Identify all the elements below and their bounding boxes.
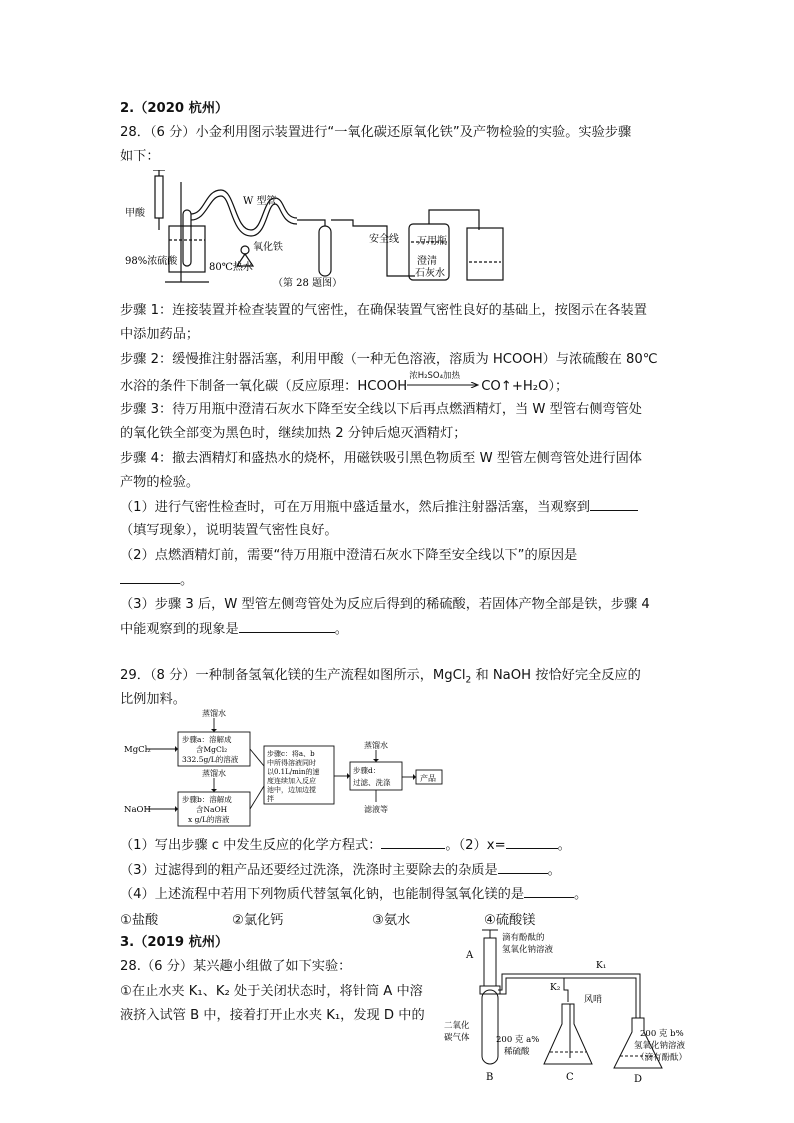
option-1: ①盐酸 [120, 913, 159, 928]
label-safety-line: 安全线 [369, 234, 399, 245]
q28-part2-line1: （2）点燃酒精灯前，需要“待万用瓶中澄清石灰水下降至安全线以下”的原因是 [120, 548, 578, 563]
flow-filtrate: 滤液等 [364, 805, 388, 814]
step1-line2: 中添加药品； [120, 327, 200, 342]
q29-part2-text: 。（2）x= [445, 838, 506, 853]
step1-line1: 步骤 1：连接装置并检查装置的气密性，在确保装置气密性良好的基础上，按图示在各装置 [120, 303, 647, 318]
label-universal-bottle: 万用瓶 [417, 236, 447, 247]
q28-intro-line1: 28．（6 分）小金利用图示装置进行“一氧化碳还原氧化铁”及产物检验的实验。实验步骤 [120, 125, 632, 140]
flow-mgcl2: MgCl₂ [124, 745, 151, 755]
section-heading-2: 2.（2020 杭州） [120, 101, 229, 116]
q29-intro-line1 [120, 667, 641, 690]
flow-step-b-1: 步骤b：溶解成 [182, 795, 232, 804]
label-K1: K₁ [596, 961, 607, 971]
label-hot-water: 80℃热水 [209, 262, 253, 273]
step4-line2: 产物的检验。 [120, 475, 200, 490]
q29-part4-text: （4）上述流程中若用下列物质代替氢氧化钠，也能制得氢氧化镁的是 [120, 887, 525, 902]
flow-step-a-2: 含MgCl₂ [196, 745, 228, 754]
q28-2019-line1: 28.（6 分）某兴趣小组做了如下实验： [120, 959, 352, 974]
q29-part4-end: 。 [574, 887, 588, 902]
label-d-mass: 200 克 b% [640, 1029, 684, 1039]
label-c-mass: 200 克 a% [496, 1035, 540, 1045]
answer-blank-3[interactable] [239, 620, 335, 633]
label-formic-acid: 甲酸 [125, 208, 145, 219]
label-C: C [566, 1072, 574, 1083]
q28-part3-line1: （3）步骤 3 后，W 型管左侧弯管处为反应后得到的稀硫酸，若固体产物全部是铁，步骤 4 [120, 597, 650, 612]
label-reagent-2: 氢氧化钠溶液 [502, 945, 554, 955]
q28-part1-text: （1）进行气密性检查时，可在万用瓶中盛适量水，然后推注射器活塞，当观察到 [120, 500, 590, 515]
flow-step-d-2: 过滤、洗涤 [353, 778, 391, 787]
production-flowchart [124, 706, 444, 830]
q29-part1-text: （1）写出步骤 c 中发生反应的化学方程式： [120, 838, 382, 853]
label-B: B [486, 1072, 494, 1083]
flow-water-1: 蒸馏水 [202, 709, 226, 718]
flow-step-c-3: 以0.1L/min的速 [267, 768, 320, 776]
step4-line1: 步骤 4：撤去酒精灯和盛热水的烧杯，用磁铁吸引黑色物质至 W 型管左侧弯管处进行固体 [120, 451, 642, 466]
answer-blank-1[interactable] [590, 498, 638, 511]
label-K2: K₂ [550, 983, 561, 993]
reaction-arrow [407, 371, 481, 390]
flow-step-c-1: 步骤c：将a、b [267, 750, 315, 758]
label-clear: 澄清 [417, 256, 437, 267]
q29-part3-end: 。 [547, 863, 561, 878]
q28-2019-line2: ①在止水夹 K₁、K₂ 处于关闭状态时，将针筒 A 中溶 [120, 984, 423, 999]
flow-step-c-6: 拌 [267, 795, 274, 803]
flow-step-b-2: 含NaOH [196, 805, 228, 814]
flow-step-b-3: x g/L的溶液 [188, 815, 230, 824]
label-c-acid: 稀硫酸 [504, 1047, 530, 1057]
label-reagent-1: 滴有酚酞的 [502, 933, 545, 943]
label-co2-1: 二氧化 [444, 1021, 470, 1031]
q28-part2-end: 。 [180, 573, 194, 588]
label-limewater: 石灰水 [415, 268, 445, 279]
label-whistle: 风哨 [584, 995, 603, 1005]
flow-water-3: 蒸馏水 [364, 741, 388, 750]
answer-blank-4[interactable] [381, 836, 445, 849]
q29-part1-line [120, 836, 571, 855]
q28-part1-line1 [120, 498, 638, 517]
q29-intro-pre: 29．（8 分）一种制备氢氧化镁的生产流程如图所示，MgCl [120, 668, 466, 683]
q28-part3-text: 中能观察到的现象是 [120, 622, 239, 637]
label-conc-sulfuric: 98%浓硫酸 [125, 256, 178, 267]
q28-2019-line3: 液挤入试管 B 中，接着打开止水夹 K₁，发现 D 中的 [120, 1008, 425, 1023]
option-3: ③氨水 [372, 913, 411, 928]
flow-step-a-1: 步骤a：溶解成 [182, 735, 232, 744]
label-A: A [466, 950, 474, 961]
label-d-phenol: （滴有酚酞） [636, 1053, 688, 1063]
flow-step-a-3: 332.5g/L的溶液 [182, 755, 239, 764]
q29-part3-text: （3）过滤得到的粗产品还要经过洗涤，洗涤时主要除去的杂质是 [120, 863, 498, 878]
q29-part4-line [120, 885, 587, 904]
flow-step-d-1: 步骤d： [353, 766, 381, 775]
step2-reaction-post: CO↑+H₂O）； [481, 379, 569, 394]
q28-intro-line2: 如下： [120, 149, 160, 164]
label-w-tube: W 型管 [243, 196, 277, 207]
q28-part1-line2: （填写现象），说明装置气密性良好。 [120, 523, 338, 538]
answer-blank-2[interactable] [120, 571, 180, 584]
step2-line2 [120, 371, 569, 396]
label-D: D [634, 1074, 643, 1084]
q29-part3-line [120, 861, 561, 880]
flow-step-c-2: 中所得溶液同时 [267, 759, 316, 767]
step3-line2: 的氧化铁全部变为黑色时，继续加热 2 分钟后熄灭酒精灯； [120, 426, 467, 441]
flow-step-c-5: 池中，边加边搅 [267, 786, 316, 794]
flow-step-c-4: 度连续加入反应 [267, 777, 316, 785]
label-iron-oxide: 氧化铁 [253, 242, 283, 253]
q29-part2-end: 。 [557, 838, 571, 853]
label-co2-2: 碳气体 [444, 1033, 470, 1043]
reaction-condition: 浓H₂SO₄加热 [409, 371, 460, 381]
option-2: ②氯化钙 [232, 913, 284, 928]
step3-line1: 步骤 3：待万用瓶中澄清石灰水下降至安全线以下后再点燃酒精灯，当 W 型管右侧弯管处 [120, 402, 642, 417]
apparatus-figure-2019 [444, 928, 694, 1084]
flow-naoh: NaOH [124, 805, 151, 815]
step2-reaction-pre: 水浴的条件下制备一氧化碳（反应原理：HCOOH [120, 379, 408, 394]
step2-line1: 步骤 2：缓慢推注射器活塞，利用甲酸（一种无色溶液，溶质为 HCOOH）与浓硫酸在 80℃ [120, 352, 658, 367]
answer-blank-7[interactable] [524, 885, 574, 898]
q28-part3-line2 [120, 620, 348, 639]
figure-caption: （第 28 题图） [273, 278, 343, 288]
q29-intro-line2: 比例加料。 [120, 692, 186, 707]
option-4: ④硫酸镁 [484, 913, 536, 928]
label-d-naoh: 氢氧化钠溶液 [634, 1041, 686, 1051]
section-heading-3: 3.（2019 杭州） [120, 935, 229, 950]
answer-blank-5[interactable] [506, 836, 558, 849]
q28-part3-end: 。 [334, 622, 348, 637]
answer-blank-6[interactable] [498, 861, 548, 874]
q29-intro-sub: 2 [465, 675, 472, 686]
flow-water-2: 蒸馏水 [202, 769, 226, 778]
apparatus-figure-2020 [125, 170, 525, 288]
flow-product: 产品 [420, 774, 436, 783]
q29-intro-post: 和 NaOH 按恰好完全反应的 [471, 668, 641, 683]
q28-part2-line2 [120, 571, 193, 590]
